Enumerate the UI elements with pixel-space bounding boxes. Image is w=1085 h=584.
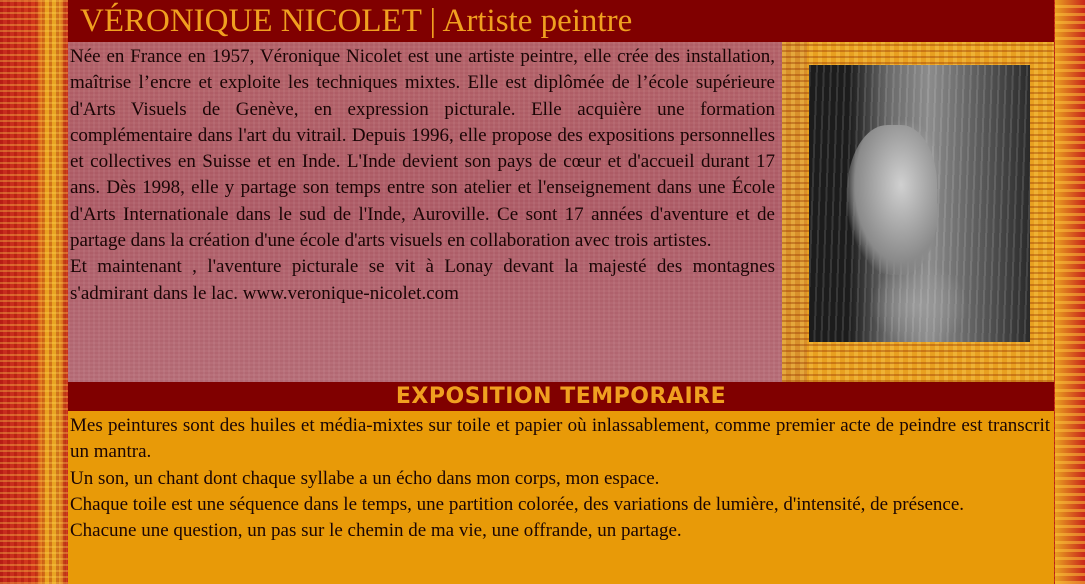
portrait-frame <box>782 42 1054 382</box>
page-header <box>68 0 1054 42</box>
exposition-paragraph: Chacune une question, un pas sur le chemin de ma vie, une offrande, un partage. <box>70 520 682 542</box>
artist-bio-text <box>70 44 775 307</box>
exposition-section <box>68 411 1054 584</box>
exposition-title: EXPOSITION TEMPORAIRE <box>395 384 727 409</box>
exposition-paragraph: Mes peintures sont des huiles et média-mixtes sur toile et papier où inlassablement, comme premier acte de peindre est transcrit un mantra. <box>70 415 1050 463</box>
exposition-header <box>68 382 1054 411</box>
page-title: VÉRONIQUE NICOLET | Artiste peintre <box>80 3 633 39</box>
portrait-face-shape <box>847 125 937 275</box>
artist-bio-section <box>68 42 782 382</box>
exposition-text <box>70 413 1050 544</box>
right-textile-border <box>1055 0 1085 584</box>
left-textile-border <box>0 0 68 584</box>
bio-paragraph: Née en France en 1957, Véronique Nicolet est une artiste peintre, elle crée des installation, maîtrise l’encre et exploite les techniques mixtes. Elle est diplômée de l’école supérieure d'Arts Visuels de Genève, en expression picturale. Elle acquière une formation complémentaire dans l'art du vitrail. Depuis 1996, elle propose des expositions personnelles et collectives en Suisse et en Inde. L'Inde devient son pays de cœur et d'accueil durant 17 ans. Dès 1998, elle y partage son temps entre son atelier et l'enseignement dans une École d'Arts Internationale dans le sud de l'Inde, Auroville. Ce sont 17 années d'aventure et de partage dans la création d'une école d'arts visuels en collaboration avec trois artistes. <box>70 46 775 252</box>
exposition-paragraph: Un son, un chant dont chaque syllabe a un écho dans mon corps, mon espace. <box>70 467 660 489</box>
artist-portrait-photo <box>809 65 1030 342</box>
bio-paragraph: Et maintenant , l'aventure picturale se vit à Lonay devant la majesté des montagnes s'admirant dans le lac. www.veronique-nicolet.com <box>70 256 775 304</box>
exposition-paragraph: Chaque toile est une séquence dans le temps, une partition colorée, des variations de lumière, d'intensité, de présence. <box>70 493 965 515</box>
